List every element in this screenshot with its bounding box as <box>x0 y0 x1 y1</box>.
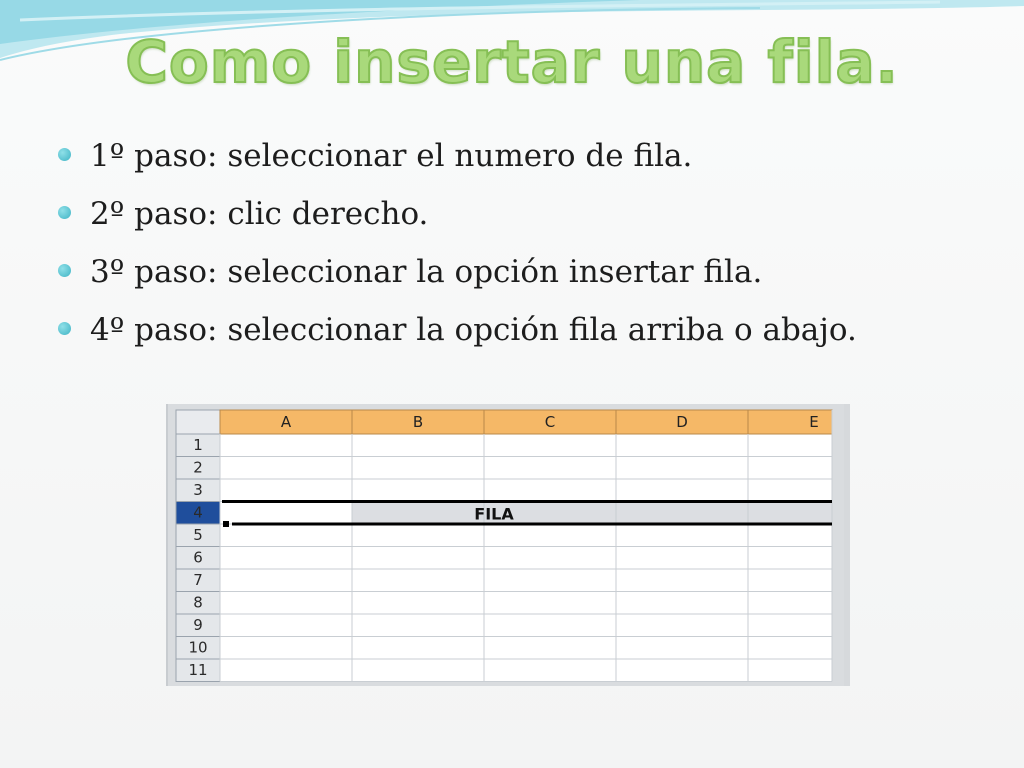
row-header-label: 3 <box>193 481 203 499</box>
step-text: 1º paso: seleccionar el numero de fila. <box>90 138 693 174</box>
bullet-icon <box>58 206 71 219</box>
row-header-label: 5 <box>193 526 203 544</box>
step-item <box>58 132 857 190</box>
steps-list <box>58 132 857 364</box>
row-header-label: 7 <box>193 571 203 589</box>
cell-area <box>220 434 832 682</box>
row-header-label: 8 <box>193 593 203 612</box>
step-text: 3º paso: seleccionar la opción insertar fila. <box>90 254 763 290</box>
row-header-label: 6 <box>193 548 203 567</box>
fill-handle <box>223 521 229 527</box>
selected-row-label: FILA <box>474 504 514 524</box>
select-all-corner <box>176 410 220 434</box>
step-item <box>58 190 857 248</box>
step-text: 2º paso: clic derecho. <box>90 196 429 232</box>
bullet-icon <box>58 148 71 161</box>
spreadsheet-image <box>166 404 850 686</box>
row-header-label: 2 <box>193 458 203 477</box>
row-header-label: 11 <box>188 661 208 679</box>
row-header-label: 9 <box>193 616 203 634</box>
step-item <box>58 248 857 306</box>
column-header-label: A <box>280 413 292 431</box>
step-item <box>58 306 857 364</box>
column-header-label: B <box>412 413 424 431</box>
row-header-label: 4 <box>193 503 203 522</box>
selected-row-fill <box>352 502 832 525</box>
step-text: 4º paso: seleccionar la opción fila arriba o abajo. <box>90 312 857 348</box>
spreadsheet-grid <box>168 404 844 686</box>
row-header-label: 10 <box>188 638 208 657</box>
bullet-icon <box>58 264 71 277</box>
bullet-icon <box>58 322 71 335</box>
row-header-label: 1 <box>193 436 203 454</box>
column-header-label: C <box>544 413 556 431</box>
column-header <box>748 410 832 434</box>
slide-title: Como insertar una fila. <box>125 28 899 96</box>
column-header-label: E <box>809 413 819 431</box>
column-header-label: D <box>676 413 688 431</box>
